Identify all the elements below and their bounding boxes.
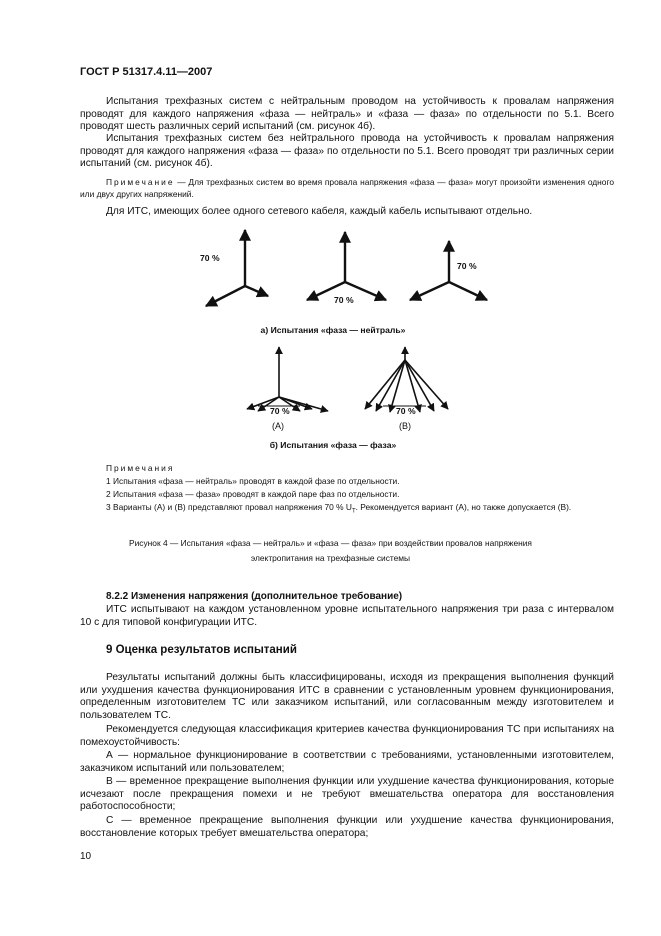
note-label: Примечание xyxy=(106,177,175,187)
note-item-3: 3 Варианты (А) и (В) представляют провал напряжения 70 % $U_T$. Рекомендуется вариант (А), но также допускается (В). xyxy=(106,502,572,515)
paragraph-no-neutral: Испытания трехфазных систем без нейтрального провода на устойчивость к провалам напряжения проводят для каждого напряжения «фаза — фаза» по отдельности по 5.1. Всего проводят три различных серии испытаний (см. рисунок 4б). xyxy=(80,133,614,170)
label-pct-3: 70 % xyxy=(457,261,477,271)
criterion-b: В — временное прекращение выполнения функции или ухудшение качества функционирования, которые исчезают после прекращения помехи и не требуют вмешательства оператора для восстановления работоспособности; xyxy=(80,776,614,813)
note-1: Примечание — Для трехфазных систем во время провала напряжения «фаза — фаза» могут произойти изменения одного или двух других напряжений. xyxy=(80,177,614,199)
section-9-p1: Результаты испытаний должны быть классифицированы, исходя из прекращения выполнения функций или ухудшения качества функционирования ИТС в сравнении с установленным уровнем функционирования, определенным изготовителем ТС или заказчиком испытаний, или согласованным между изготовителем и пользователем ТС. xyxy=(80,672,614,721)
label-pct-2: 70 % xyxy=(334,295,354,305)
paragraph-cables: Для ИТС, имеющих более одного сетевого кабеля, каждый кабель испытывают отдельно. xyxy=(106,206,533,217)
notes-title: Примечания xyxy=(106,463,175,473)
phasor-diagram-2 xyxy=(307,232,386,300)
note-item-2: 2 Испытания «фаза — фаза» проводят в каждой паре фаз по отдельности. xyxy=(106,489,400,499)
document-header: ГОСТ Р 51317.4.11—2007 xyxy=(80,66,213,78)
phasor-diagram-1 xyxy=(206,230,268,306)
note-item-1: 1 Испытания «фаза — нейтраль» проводят в каждой фазе по отдельности. xyxy=(106,476,400,486)
caption-b: б) Испытания «фаза — фаза» xyxy=(269,440,397,450)
phasor-diagram-b xyxy=(365,347,448,412)
label-variant-b: (В) xyxy=(399,421,411,431)
criterion-a: А — нормальное функционирование в соответствии с требованиями, установленными изготовителем, заказчиком испытаний или пользователем; xyxy=(80,750,614,774)
paragraph-neutral: Испытания трехфазных систем с нейтральным проводом на устойчивость к провалам напряжения проводят для каждого напряжения «фаза — нейтраль» и «фаза — фаза» по отдельности по 5.1. Всего проводят шесть различных серий испытаний (см. рисунок 4б). xyxy=(80,96,614,133)
phasor-diagram-a xyxy=(247,347,328,411)
page-number: 10 xyxy=(80,851,92,862)
label-pct-b: 70 % xyxy=(396,406,416,416)
figure-caption-line-2: электропитания на трехфазные системы xyxy=(250,553,411,563)
section-9-title: 9 Оценка результатов испытаний xyxy=(106,644,297,656)
label-pct-a: 70 % xyxy=(270,406,290,416)
figure-4 xyxy=(0,222,661,452)
section-9-p2: Рекомендуется следующая классификация критериев качества функционирования ТС при испытаниях на помехоустойчивость: xyxy=(80,724,614,748)
figure-caption-line-1: Рисунок 4 — Испытания «фаза — нейтраль» и «фаза — фаза» при воздействии провалов напряжения xyxy=(129,538,532,548)
label-variant-a: (А) xyxy=(272,421,284,431)
section-822-title: 8.2.2 Изменения напряжения (дополнительное требование) xyxy=(106,591,403,602)
label-pct-1: 70 % xyxy=(200,253,220,263)
section-822-text: ИТС испытывают на каждом установленном уровне испытательного напряжения три раза с интервалом 10 с для типовой конфигурации ИТС. xyxy=(80,604,614,628)
criterion-c: С — временное прекращение выполнения функции или ухудшение качества функционирования, восстановление которых требует вмешательства оператора; xyxy=(80,815,614,839)
caption-a: а) Испытания «фаза — нейтраль» xyxy=(260,325,406,335)
